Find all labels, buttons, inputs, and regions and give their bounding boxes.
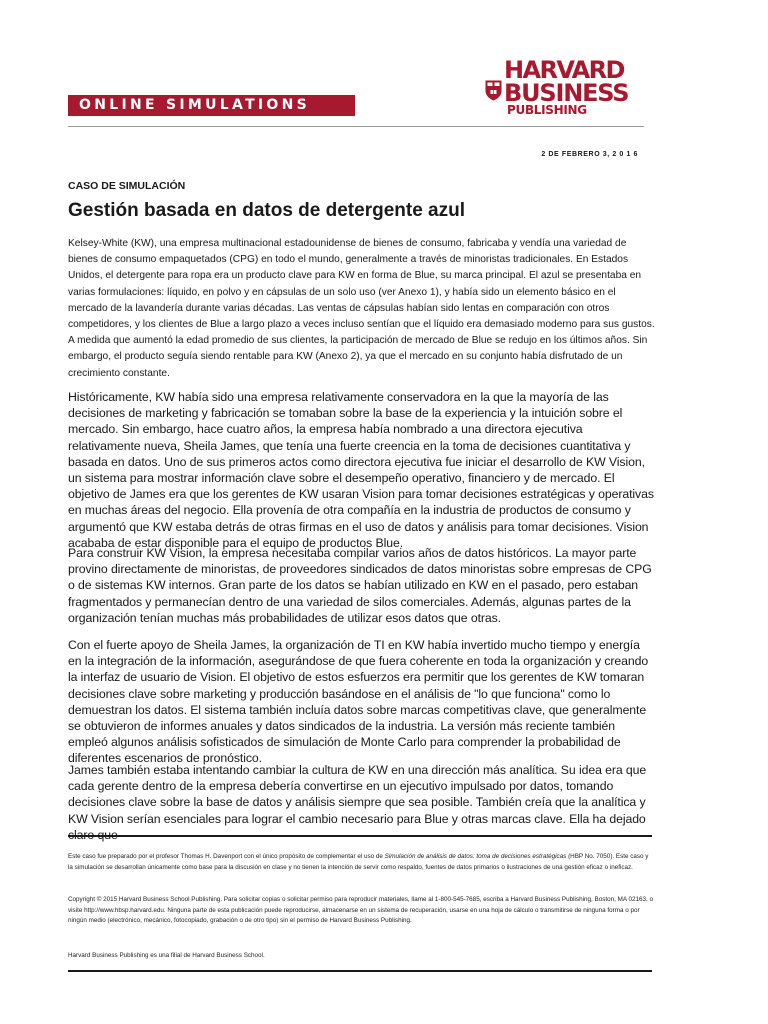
veritas-shield-icon <box>485 80 502 101</box>
logo-publishing: PUBLISHING <box>507 103 587 117</box>
paragraph-4: Con el fuerte apoyo de Sheila James, la organización de TI en KW había invertido mucho tiempo y energía en la integración de la información, asegurándose de que fuera coherente en toda la organización y creando la interfaz de usuario de Vision. El objetivo de estos esfuerzos era permitir que los gerentes de KW tomaran decisiones clave sobre marketing y producción basándose en el análisis de "lo que funciona" como lo demuestran los datos. El sistema también incluía datos sobre marcas competitivas clave, que generalmente se obtuvieron de informes anuales y datos sindicados de la industria. La versión más reciente también empleó algunos análisis sofisticados de simulación de Monte Carlo para comprender la probabilidad de diferentes escenarios de pronóstico. <box>68 638 649 766</box>
simulation-title: Simulación de análisis de datos: toma de decisiones estratégicas <box>384 853 567 860</box>
paragraph-1: Kelsey-White (KW), una empresa multinacional estadounidense de bienes de consumo, fabricaba y vendía una variedad de bienes de consumo empaquetados (CPG) en todo el mundo, generalmente a través de minoristas tradicionales. En Estados Unidos, el detergente para ropa era un producto clave para KW en forma de Blue, su marca principal. El azul se presentaba en varias formulaciones: líquido, en polvo y en cápsulas de un solo uso (ver Anexo 1), y había sido un elemento básico en el mercado de la lavandería durante varias décadas. Las ventas de cápsulas habían sido lentas en comparación con otros competidores, y los clientes de Blue a largo plazo a veces incluso sentían que el líquido era demasiado moderno para sus gustos. A medida que aumentó la edad promedio de sus clientes, la participación de mercado de Blue se redujo en los últimos años. Sin embargo, el producto seguía siendo rentable para KW (Anexo 2), ya que el mercado en su conjunto había disfrutado de un crecimiento constante. <box>68 238 655 379</box>
online-simulations-banner: ONLINE SIMULATIONS <box>68 95 355 116</box>
footnote-preparation-text-end: (HBP No. 7050). Este caso y la simulación se desarrollan únicamente como base para la discusión en clase y no tienen la intención de servir como respaldo, fuentes de datos primarios o ilustraciones de una gestión eficaz o ineficaz. <box>68 853 649 871</box>
footnote-preparation-text: Este caso fue preparado por el profesor Thomas H. Davenport con el único propósito de complementar el uso de <box>68 853 385 860</box>
paragraph-2: Históricamente, KW había sido una empresa relativamente conservadora en la que la mayoría de las decisiones de marketing y fabricación se tomaban sobre la base de la experiencia y la intuición sobre el mercado. Sin embargo, hace cuatro años, la empresa había nombrado a una directora ejecutiva relativamente nueva, Sheila James, que tenía una fuerte creencia en la toma de decisiones cuantitativa y basada en datos. Uno de sus primeros actos como directora ejecutiva fue iniciar el desarrollo de KW Vision, un sistema para mostrar información clave sobre el desempeño operativo, financiero y de mercado. El objetivo de James era que los gerentes de KW usaran Vision para tomar decisiones estratégicas y operativas en muchas áreas del negocio. Ella provenía de otra compañía en la industria de productos de consumo y argumentó que KW estaba detrás de otras firmas en el uso de datos y análisis para tomar decisiones. Vision acababa de estar disponible para el equipo de productos Blue. <box>68 390 654 550</box>
logo-business: BUSINESS <box>504 79 629 107</box>
logo-harvard: HARVARD <box>504 56 624 84</box>
footnote-copyright: Copyright © 2015 Harvard Business School Publishing. Para solicitar copias o solicitar permiso para reproducir materiales, llame al 1-800-545-7685, escriba a Harvard Business Publishing, Boston, MA 02163, o visite http://www.hbsp.harvard.edu. Ninguna parte de esta publicación puede reproducirse, almacenarse en un sistema de recuperación, usarse en una hoja de cálculo o transmitirse de ninguna forma o por ningún medio (electrónico, mecánico, fotocopiado, grabación o de otro tipo) sin el permiso de Harvard Business Publishing. <box>68 896 653 924</box>
paragraph-3: Para construir KW Vision, la empresa necesitaba compilar varios años de datos históricos. La mayor parte provino directamente de minoristas, de proveedores sindicados de datos minoristas sobre empresas de CPG o de sistemas KW internos. Gran parte de los datos se habían utilizado en KW en el pasado, pero estaban fragmentados y permanecían dentro de una variedad de silos comerciales. Además, algunas partes de la organización tenían muchas más probabilidades de utilizar esos datos que otras. <box>68 546 652 625</box>
header-divider <box>68 126 644 127</box>
harvard-business-publishing-logo <box>485 57 647 119</box>
footer-divider-top <box>68 835 652 837</box>
footnote-preparation <box>68 852 654 873</box>
document-title: Gestión basada en datos de detergente azul <box>68 200 465 221</box>
case-label: CASO DE SIMULACIÓN <box>68 180 186 192</box>
paragraph-5: James también estaba intentando cambiar la cultura de KW en una dirección más analítica. Su idea era que cada gerente dentro de la empresa debería convertirse en un ejecutivo impulsado por datos, tomando decisiones clave sobre la base de datos y análisis siempre que sea posible. También creía que la analítica y KW Vision serían esenciales para lograr el cambio necesario para Blue y otras marcas clave. Ella ha dejado <box>68 763 647 826</box>
footer-divider-bottom <box>68 970 652 972</box>
footnote-affiliate: Harvard Business Publishing es una filial de Harvard Business School. <box>68 952 265 959</box>
document-date: 2 DE FEBRERO 3, 2 0 1 6 <box>541 151 638 158</box>
